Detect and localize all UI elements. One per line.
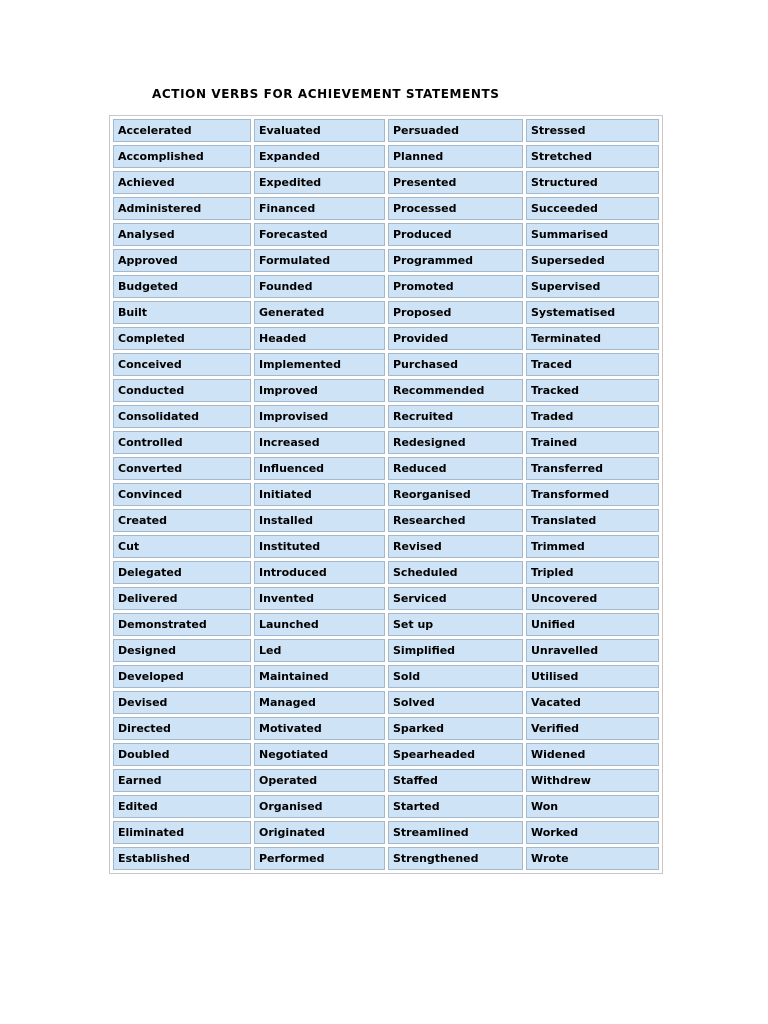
verb-cell: Started [388,795,523,818]
table-row [113,301,659,324]
verb-cell: Wrote [526,847,659,870]
verb-cell: Stretched [526,145,659,168]
verb-cell: Supervised [526,275,659,298]
table-row [113,405,659,428]
verb-cell: Widened [526,743,659,766]
table-row [113,535,659,558]
verb-cell: Reorganised [388,483,523,506]
action-verbs-table [109,115,663,874]
table-body [113,119,659,870]
verb-cell: Initiated [254,483,385,506]
table-row [113,717,659,740]
verb-cell: Approved [113,249,251,272]
verb-cell: Originated [254,821,385,844]
verb-cell: Designed [113,639,251,662]
verb-cell: Built [113,301,251,324]
verb-cell: Spearheaded [388,743,523,766]
verb-cell: Withdrew [526,769,659,792]
verb-cell: Redesigned [388,431,523,454]
verb-cell: Unified [526,613,659,636]
verb-cell: Accomplished [113,145,251,168]
verb-cell: Achieved [113,171,251,194]
verb-cell: Sparked [388,717,523,740]
verb-cell: Promoted [388,275,523,298]
verb-cell: Improved [254,379,385,402]
verb-cell: Negotiated [254,743,385,766]
table-row [113,145,659,168]
verb-cell: Serviced [388,587,523,610]
verb-cell: Delivered [113,587,251,610]
verb-cell: Earned [113,769,251,792]
table-row [113,769,659,792]
verb-cell: Trained [526,431,659,454]
verb-cell: Organised [254,795,385,818]
verb-cell: Financed [254,197,385,220]
verb-cell: Doubled [113,743,251,766]
verb-cell: Improvised [254,405,385,428]
verb-cell: Introduced [254,561,385,584]
verb-cell: Founded [254,275,385,298]
verb-cell: Developed [113,665,251,688]
table-row [113,353,659,376]
verb-cell: Presented [388,171,523,194]
verb-cell: Edited [113,795,251,818]
table-row [113,795,659,818]
verb-cell: Controlled [113,431,251,454]
table-row [113,821,659,844]
verb-cell: Purchased [388,353,523,376]
verb-cell: Traded [526,405,659,428]
table-row [113,561,659,584]
verb-cell: Converted [113,457,251,480]
verb-cell: Tripled [526,561,659,584]
verb-cell: Invented [254,587,385,610]
verb-cell: Reduced [388,457,523,480]
verb-cell: Translated [526,509,659,532]
page-title: ACTION VERBS FOR ACHIEVEMENT STATEMENTS [152,87,500,101]
verb-cell: Planned [388,145,523,168]
verb-cell: Strengthened [388,847,523,870]
verb-cell: Traced [526,353,659,376]
verb-cell: Launched [254,613,385,636]
verb-cell: Eliminated [113,821,251,844]
verb-cell: Implemented [254,353,385,376]
verb-cell: Transferred [526,457,659,480]
table-row [113,613,659,636]
verb-cell: Instituted [254,535,385,558]
table-row [113,197,659,220]
verb-cell: Convinced [113,483,251,506]
table-row [113,171,659,194]
verb-cell: Analysed [113,223,251,246]
verb-cell: Generated [254,301,385,324]
verb-cell: Uncovered [526,587,659,610]
verb-cell: Administered [113,197,251,220]
verb-cell: Expanded [254,145,385,168]
verb-cell: Budgeted [113,275,251,298]
verb-cell: Proposed [388,301,523,324]
verb-cell: Accelerated [113,119,251,142]
table-row [113,379,659,402]
verb-cell: Created [113,509,251,532]
verb-cell: Trimmed [526,535,659,558]
verb-cell: Programmed [388,249,523,272]
table-row [113,665,659,688]
verb-cell: Managed [254,691,385,714]
verb-cell: Motivated [254,717,385,740]
verb-cell: Produced [388,223,523,246]
verb-cell: Established [113,847,251,870]
verb-cell: Verified [526,717,659,740]
verb-cell: Revised [388,535,523,558]
verb-cell: Delegated [113,561,251,584]
verb-cell: Tracked [526,379,659,402]
verb-cell: Scheduled [388,561,523,584]
verb-cell: Expedited [254,171,385,194]
table-row [113,743,659,766]
table-row [113,119,659,142]
verb-cell: Streamlined [388,821,523,844]
table-row [113,847,659,870]
verb-cell: Sold [388,665,523,688]
table-row [113,275,659,298]
verb-cell: Staffed [388,769,523,792]
verb-cell: Processed [388,197,523,220]
verb-cell: Succeeded [526,197,659,220]
verb-cell: Set up [388,613,523,636]
table-row [113,249,659,272]
verb-cell: Increased [254,431,385,454]
verb-cell: Completed [113,327,251,350]
verb-cell: Devised [113,691,251,714]
verb-cell: Researched [388,509,523,532]
verb-cell: Provided [388,327,523,350]
verb-cell: Formulated [254,249,385,272]
table-row [113,457,659,480]
table-row [113,509,659,532]
verb-cell: Structured [526,171,659,194]
verb-cell: Unravelled [526,639,659,662]
verb-cell: Transformed [526,483,659,506]
verb-cell: Directed [113,717,251,740]
verb-cell: Led [254,639,385,662]
verb-cell: Vacated [526,691,659,714]
table-row [113,327,659,350]
verb-cell: Forecasted [254,223,385,246]
table-row [113,639,659,662]
table-row [113,483,659,506]
verb-cell: Superseded [526,249,659,272]
verb-cell: Conceived [113,353,251,376]
verb-cell: Influenced [254,457,385,480]
verb-cell: Won [526,795,659,818]
verb-cell: Solved [388,691,523,714]
verb-cell: Evaluated [254,119,385,142]
verb-cell: Conducted [113,379,251,402]
verb-cell: Summarised [526,223,659,246]
verb-cell: Persuaded [388,119,523,142]
verb-cell: Maintained [254,665,385,688]
verb-cell: Demonstrated [113,613,251,636]
verb-cell: Utilised [526,665,659,688]
verb-cell: Performed [254,847,385,870]
verb-cell: Worked [526,821,659,844]
verb-cell: Simplified [388,639,523,662]
table-row [113,431,659,454]
verb-cell: Headed [254,327,385,350]
verb-cell: Terminated [526,327,659,350]
verb-cell: Systematised [526,301,659,324]
table-row [113,223,659,246]
verb-cell: Recruited [388,405,523,428]
verb-cell: Cut [113,535,251,558]
verb-cell: Operated [254,769,385,792]
table-row [113,691,659,714]
verb-cell: Recommended [388,379,523,402]
table-row [113,587,659,610]
verb-cell: Installed [254,509,385,532]
verb-cell: Stressed [526,119,659,142]
verb-cell: Consolidated [113,405,251,428]
